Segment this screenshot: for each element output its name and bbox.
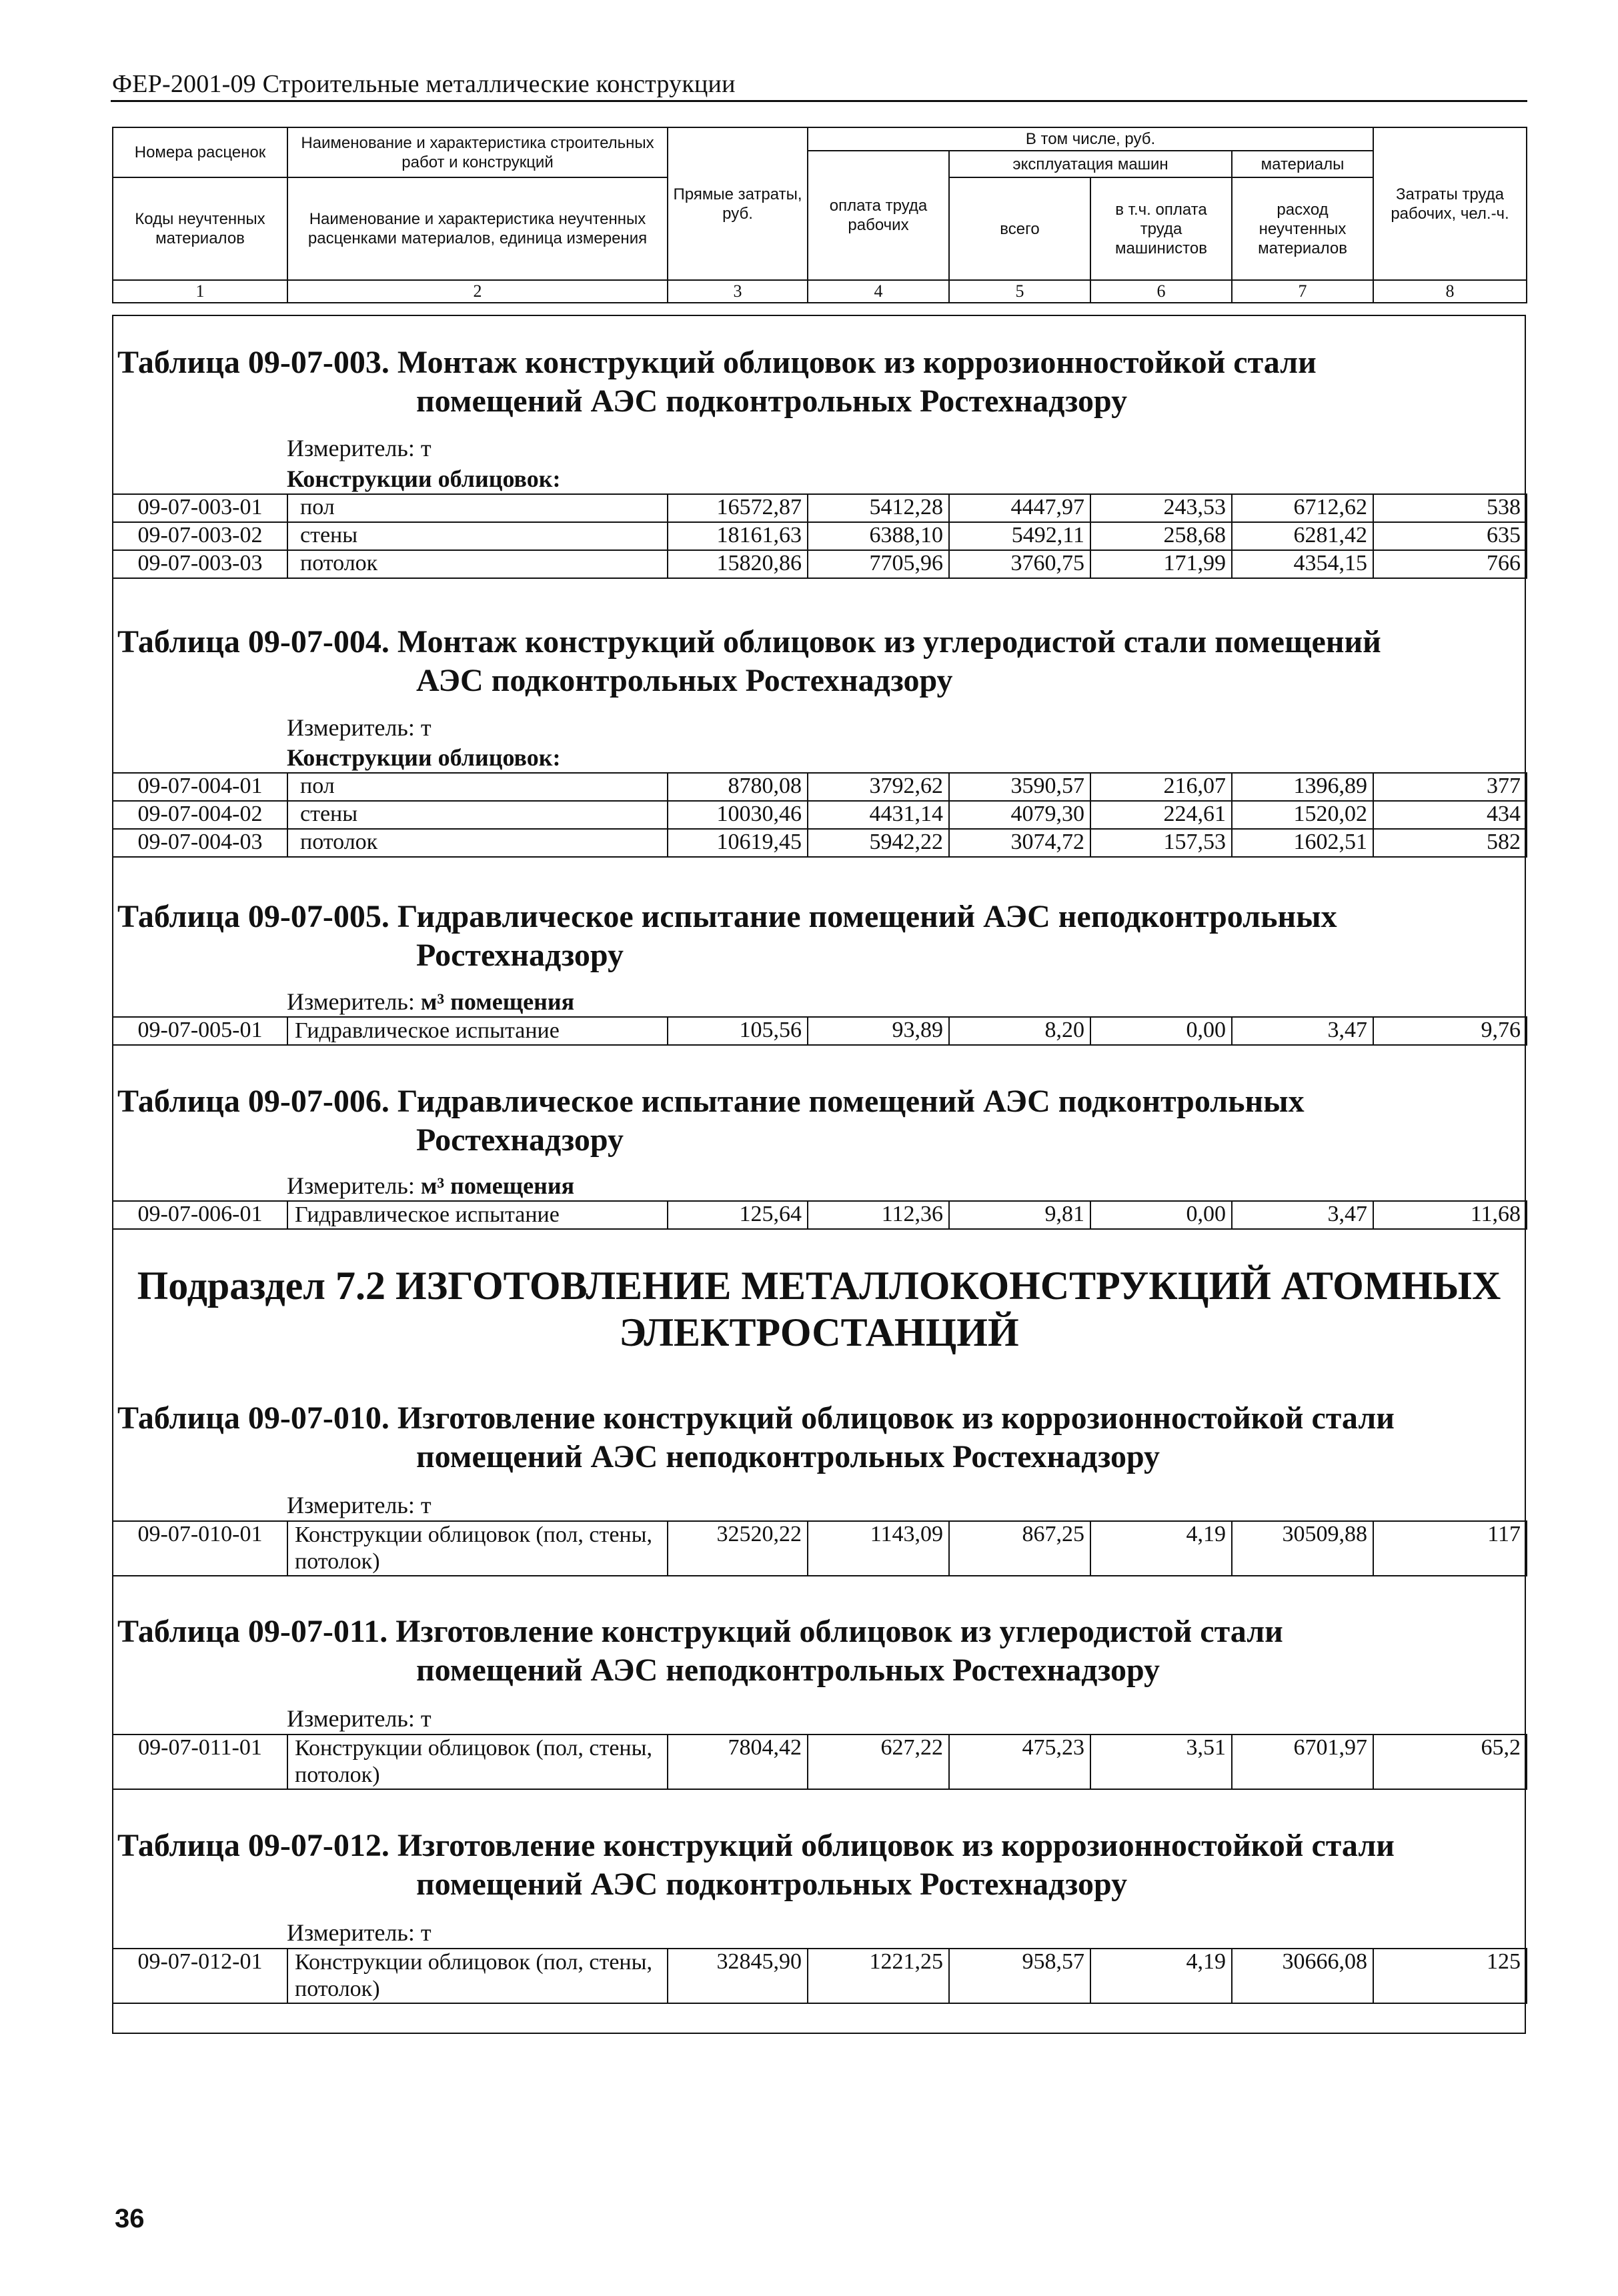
operator-pay: 3,51 xyxy=(1090,1735,1232,1789)
running-head: ФЕР-2001-09 Строительные металлические конструкции xyxy=(112,70,736,98)
header-machines: эксплуатация машин xyxy=(949,151,1232,177)
labor-hours: 582 xyxy=(1373,829,1527,857)
work-name: Гидравлическое испытание xyxy=(287,1201,668,1229)
materials: 1520,02 xyxy=(1232,801,1373,829)
header-col5: всего xyxy=(949,177,1090,280)
direct-costs: 16572,87 xyxy=(668,494,808,522)
machines-total: 9,81 xyxy=(949,1201,1090,1229)
table-title-line1: Таблица 09-07-010. Изготовление конструкций облицовок из коррозионностойкой стали xyxy=(117,1400,1395,1436)
operator-pay: 0,00 xyxy=(1090,1017,1232,1045)
table-title-line1: Таблица 09-07-006. Гидравлическое испытание помещений АЭС подконтрольных xyxy=(117,1084,1305,1119)
labor-hours: 377 xyxy=(1373,773,1527,801)
operator-pay: 4,19 xyxy=(1090,1521,1232,1576)
operator-pay: 216,07 xyxy=(1090,773,1232,801)
machines-total: 958,57 xyxy=(949,1949,1090,2003)
header-col2-top: Наименование и характеристика строительных работ и конструкций xyxy=(287,127,668,177)
table-title-line1: Таблица 09-07-003. Монтаж конструкций облицовок из коррозионностойкой стали xyxy=(117,345,1317,380)
header-col3: Прямые затраты, руб. xyxy=(668,127,808,280)
worker-pay: 5942,22 xyxy=(808,829,949,857)
meter-label: Измеритель: т xyxy=(287,1492,432,1518)
machines-total: 3760,75 xyxy=(949,550,1090,578)
labor-hours: 766 xyxy=(1373,550,1527,578)
direct-costs: 32845,90 xyxy=(668,1949,808,2003)
labor-hours: 125 xyxy=(1373,1949,1527,2003)
rates-table xyxy=(112,493,1527,579)
header-col1-bottom: Коды неучтенных материалов xyxy=(113,177,287,280)
worker-pay: 3792,62 xyxy=(808,773,949,801)
table-title xyxy=(117,343,1317,421)
machines-total: 4447,97 xyxy=(949,494,1090,522)
operator-pay: 0,00 xyxy=(1090,1201,1232,1229)
table-title xyxy=(117,898,1337,975)
rates-table xyxy=(112,1200,1527,1230)
work-name: стены xyxy=(287,801,668,829)
header-num: 2 xyxy=(287,280,668,303)
table-title-line2: помещений АЭС неподконтрольных Ростехнадзору xyxy=(416,1439,1160,1474)
materials: 1396,89 xyxy=(1232,773,1373,801)
header-col4: оплата труда рабочих xyxy=(808,151,949,280)
header-num: 1 xyxy=(113,280,287,303)
table-title-line1: Таблица 09-07-004. Монтаж конструкций облицовок из углеродистой стали помещений xyxy=(117,624,1381,660)
subsection-line2: ЭЛЕКТРОСТАНЦИЙ xyxy=(619,1310,1019,1354)
meter-label: Измеритель: т xyxy=(287,1919,432,1946)
work-name: потолок xyxy=(287,550,668,578)
operator-pay: 171,99 xyxy=(1090,550,1232,578)
materials: 6712,62 xyxy=(1232,494,1373,522)
materials: 6701,97 xyxy=(1232,1735,1373,1789)
subsection-line1: Подраздел 7.2 ИЗГОТОВЛЕНИЕ МЕТАЛЛОКОНСТРУКЦИЙ АТОМНЫХ xyxy=(137,1264,1501,1308)
direct-costs: 7804,42 xyxy=(668,1735,808,1789)
materials: 4354,15 xyxy=(1232,550,1373,578)
materials: 3,47 xyxy=(1232,1017,1373,1045)
direct-costs: 18161,63 xyxy=(668,522,808,550)
labor-hours: 635 xyxy=(1373,522,1527,550)
rate-code: 09-07-004-01 xyxy=(113,773,287,801)
labor-hours: 9,76 xyxy=(1373,1017,1527,1045)
table-row xyxy=(113,1201,1527,1229)
machines-total: 3590,57 xyxy=(949,773,1090,801)
table-row xyxy=(113,1949,1527,2003)
machines-total: 5492,11 xyxy=(949,522,1090,550)
table-title xyxy=(117,1612,1283,1690)
table-title xyxy=(117,1827,1395,1904)
direct-costs: 15820,86 xyxy=(668,550,808,578)
header-col1-top: Номера расценок xyxy=(113,127,287,177)
meter-label: Измеритель: т xyxy=(287,714,432,741)
header-col7: расход неучтенных материалов xyxy=(1232,177,1373,280)
work-name: Конструкции облицовок (пол, стены, потолок) xyxy=(287,1521,668,1576)
materials: 6281,42 xyxy=(1232,522,1373,550)
table-title-line2: помещений АЭС неподконтрольных Ростехнадзору xyxy=(416,1652,1160,1688)
header-materials: материалы xyxy=(1232,151,1373,177)
header-group: В том числе, руб. xyxy=(808,127,1373,151)
group-label: Конструкции облицовок: xyxy=(287,744,561,771)
rate-code: 09-07-010-01 xyxy=(113,1521,287,1576)
rate-code: 09-07-004-02 xyxy=(113,801,287,829)
labor-hours: 434 xyxy=(1373,801,1527,829)
materials: 30666,08 xyxy=(1232,1949,1373,2003)
running-head-rule xyxy=(111,100,1527,102)
table-title-line1: Таблица 09-07-005. Гидравлическое испытание помещений АЭС неподконтрольных xyxy=(117,899,1337,934)
rate-code: 09-07-011-01 xyxy=(113,1735,287,1789)
header-num: 6 xyxy=(1090,280,1232,303)
header-num: 5 xyxy=(949,280,1090,303)
materials: 1602,51 xyxy=(1232,829,1373,857)
operator-pay: 243,53 xyxy=(1090,494,1232,522)
operator-pay: 157,53 xyxy=(1090,829,1232,857)
table-title-line2: помещений АЭС подконтрольных Ростехнадзору xyxy=(416,1867,1128,1902)
column-header-table xyxy=(112,127,1527,303)
worker-pay: 627,22 xyxy=(808,1735,949,1789)
work-name: потолок xyxy=(287,829,668,857)
direct-costs: 125,64 xyxy=(668,1201,808,1229)
worker-pay: 93,89 xyxy=(808,1017,949,1045)
table-row xyxy=(113,1735,1527,1789)
header-col8: Затраты труда рабочих, чел.-ч. xyxy=(1373,127,1527,280)
machines-total: 8,20 xyxy=(949,1017,1090,1045)
operator-pay: 258,68 xyxy=(1090,522,1232,550)
table-title-line2: помещений АЭС подконтрольных Ростехнадзору xyxy=(416,383,1128,419)
meter-label-text: Измеритель: xyxy=(287,1172,421,1199)
table-title xyxy=(117,623,1381,700)
rate-code: 09-07-003-03 xyxy=(113,550,287,578)
direct-costs: 8780,08 xyxy=(668,773,808,801)
table-title-line2: Ростехнадзору xyxy=(416,1122,624,1158)
meter-unit: м³ помещения xyxy=(420,1172,575,1199)
table-row xyxy=(113,773,1527,801)
direct-costs: 10619,45 xyxy=(668,829,808,857)
rates-table xyxy=(112,1734,1527,1790)
header-num: 7 xyxy=(1232,280,1373,303)
direct-costs: 105,56 xyxy=(668,1017,808,1045)
direct-costs: 10030,46 xyxy=(668,801,808,829)
table-title xyxy=(117,1082,1305,1160)
rate-code: 09-07-012-01 xyxy=(113,1949,287,2003)
header-num: 3 xyxy=(668,280,808,303)
work-name: пол xyxy=(287,773,668,801)
page-number: 36 xyxy=(115,2204,145,2233)
rate-code: 09-07-005-01 xyxy=(113,1017,287,1045)
rates-table xyxy=(112,1016,1527,1046)
subsection-heading xyxy=(112,1262,1526,1356)
rate-code: 09-07-006-01 xyxy=(113,1201,287,1229)
meter-label xyxy=(287,1172,574,1199)
rates-table xyxy=(112,1948,1527,2004)
meter-label: Измеритель: т xyxy=(287,1705,432,1732)
machines-total: 475,23 xyxy=(949,1735,1090,1789)
work-name: Конструкции облицовок (пол, стены, потолок) xyxy=(287,1949,668,2003)
worker-pay: 7705,96 xyxy=(808,550,949,578)
work-name: пол xyxy=(287,494,668,522)
rates-table xyxy=(112,772,1527,858)
machines-total: 4079,30 xyxy=(949,801,1090,829)
rates-table xyxy=(112,1520,1527,1576)
group-label: Конструкции облицовок: xyxy=(287,465,561,492)
materials: 30509,88 xyxy=(1232,1521,1373,1576)
table-row xyxy=(113,1521,1527,1576)
table-title xyxy=(117,1399,1395,1476)
meter-label: Измеритель: т xyxy=(287,435,432,461)
table-row xyxy=(113,829,1527,857)
work-name: Гидравлическое испытание xyxy=(287,1017,668,1045)
table-title-line2: АЭС подконтрольных Ростехнадзору xyxy=(416,663,953,698)
worker-pay: 5412,28 xyxy=(808,494,949,522)
rate-code: 09-07-003-02 xyxy=(113,522,287,550)
machines-total: 867,25 xyxy=(949,1521,1090,1576)
header-num: 4 xyxy=(808,280,949,303)
header-col6: в т.ч. оплата труда машинистов xyxy=(1090,177,1232,280)
table-title-line2: Ростехнадзору xyxy=(416,938,624,973)
meter-unit: м³ помещения xyxy=(420,988,575,1015)
table-title-line1: Таблица 09-07-012. Изготовление конструкций облицовок из коррозионностойкой стали xyxy=(117,1828,1395,1863)
work-name: стены xyxy=(287,522,668,550)
worker-pay: 4431,14 xyxy=(808,801,949,829)
table-row xyxy=(113,550,1527,578)
machines-total: 3074,72 xyxy=(949,829,1090,857)
materials: 3,47 xyxy=(1232,1201,1373,1229)
table-row xyxy=(113,522,1527,550)
operator-pay: 4,19 xyxy=(1090,1949,1232,2003)
worker-pay: 6388,10 xyxy=(808,522,949,550)
rate-code: 09-07-003-01 xyxy=(113,494,287,522)
labor-hours: 11,68 xyxy=(1373,1201,1527,1229)
header-col2-bottom: Наименование и характеристика неучтенных расценками материалов, единица измерения xyxy=(287,177,668,280)
meter-label-text: Измеритель: xyxy=(287,988,421,1015)
operator-pay: 224,61 xyxy=(1090,801,1232,829)
rate-code: 09-07-004-03 xyxy=(113,829,287,857)
labor-hours: 538 xyxy=(1373,494,1527,522)
labor-hours: 65,2 xyxy=(1373,1735,1527,1789)
table-title-line1: Таблица 09-07-011. Изготовление конструкций облицовок из углеродистой стали xyxy=(117,1614,1283,1649)
worker-pay: 1221,25 xyxy=(808,1949,949,2003)
work-name: Конструкции облицовок (пол, стены, потолок) xyxy=(287,1735,668,1789)
direct-costs: 32520,22 xyxy=(668,1521,808,1576)
table-row xyxy=(113,801,1527,829)
worker-pay: 1143,09 xyxy=(808,1521,949,1576)
header-num: 8 xyxy=(1373,280,1527,303)
meter-label xyxy=(287,988,574,1015)
table-row xyxy=(113,494,1527,522)
table-row xyxy=(113,1017,1527,1045)
labor-hours: 117 xyxy=(1373,1521,1527,1576)
worker-pay: 112,36 xyxy=(808,1201,949,1229)
